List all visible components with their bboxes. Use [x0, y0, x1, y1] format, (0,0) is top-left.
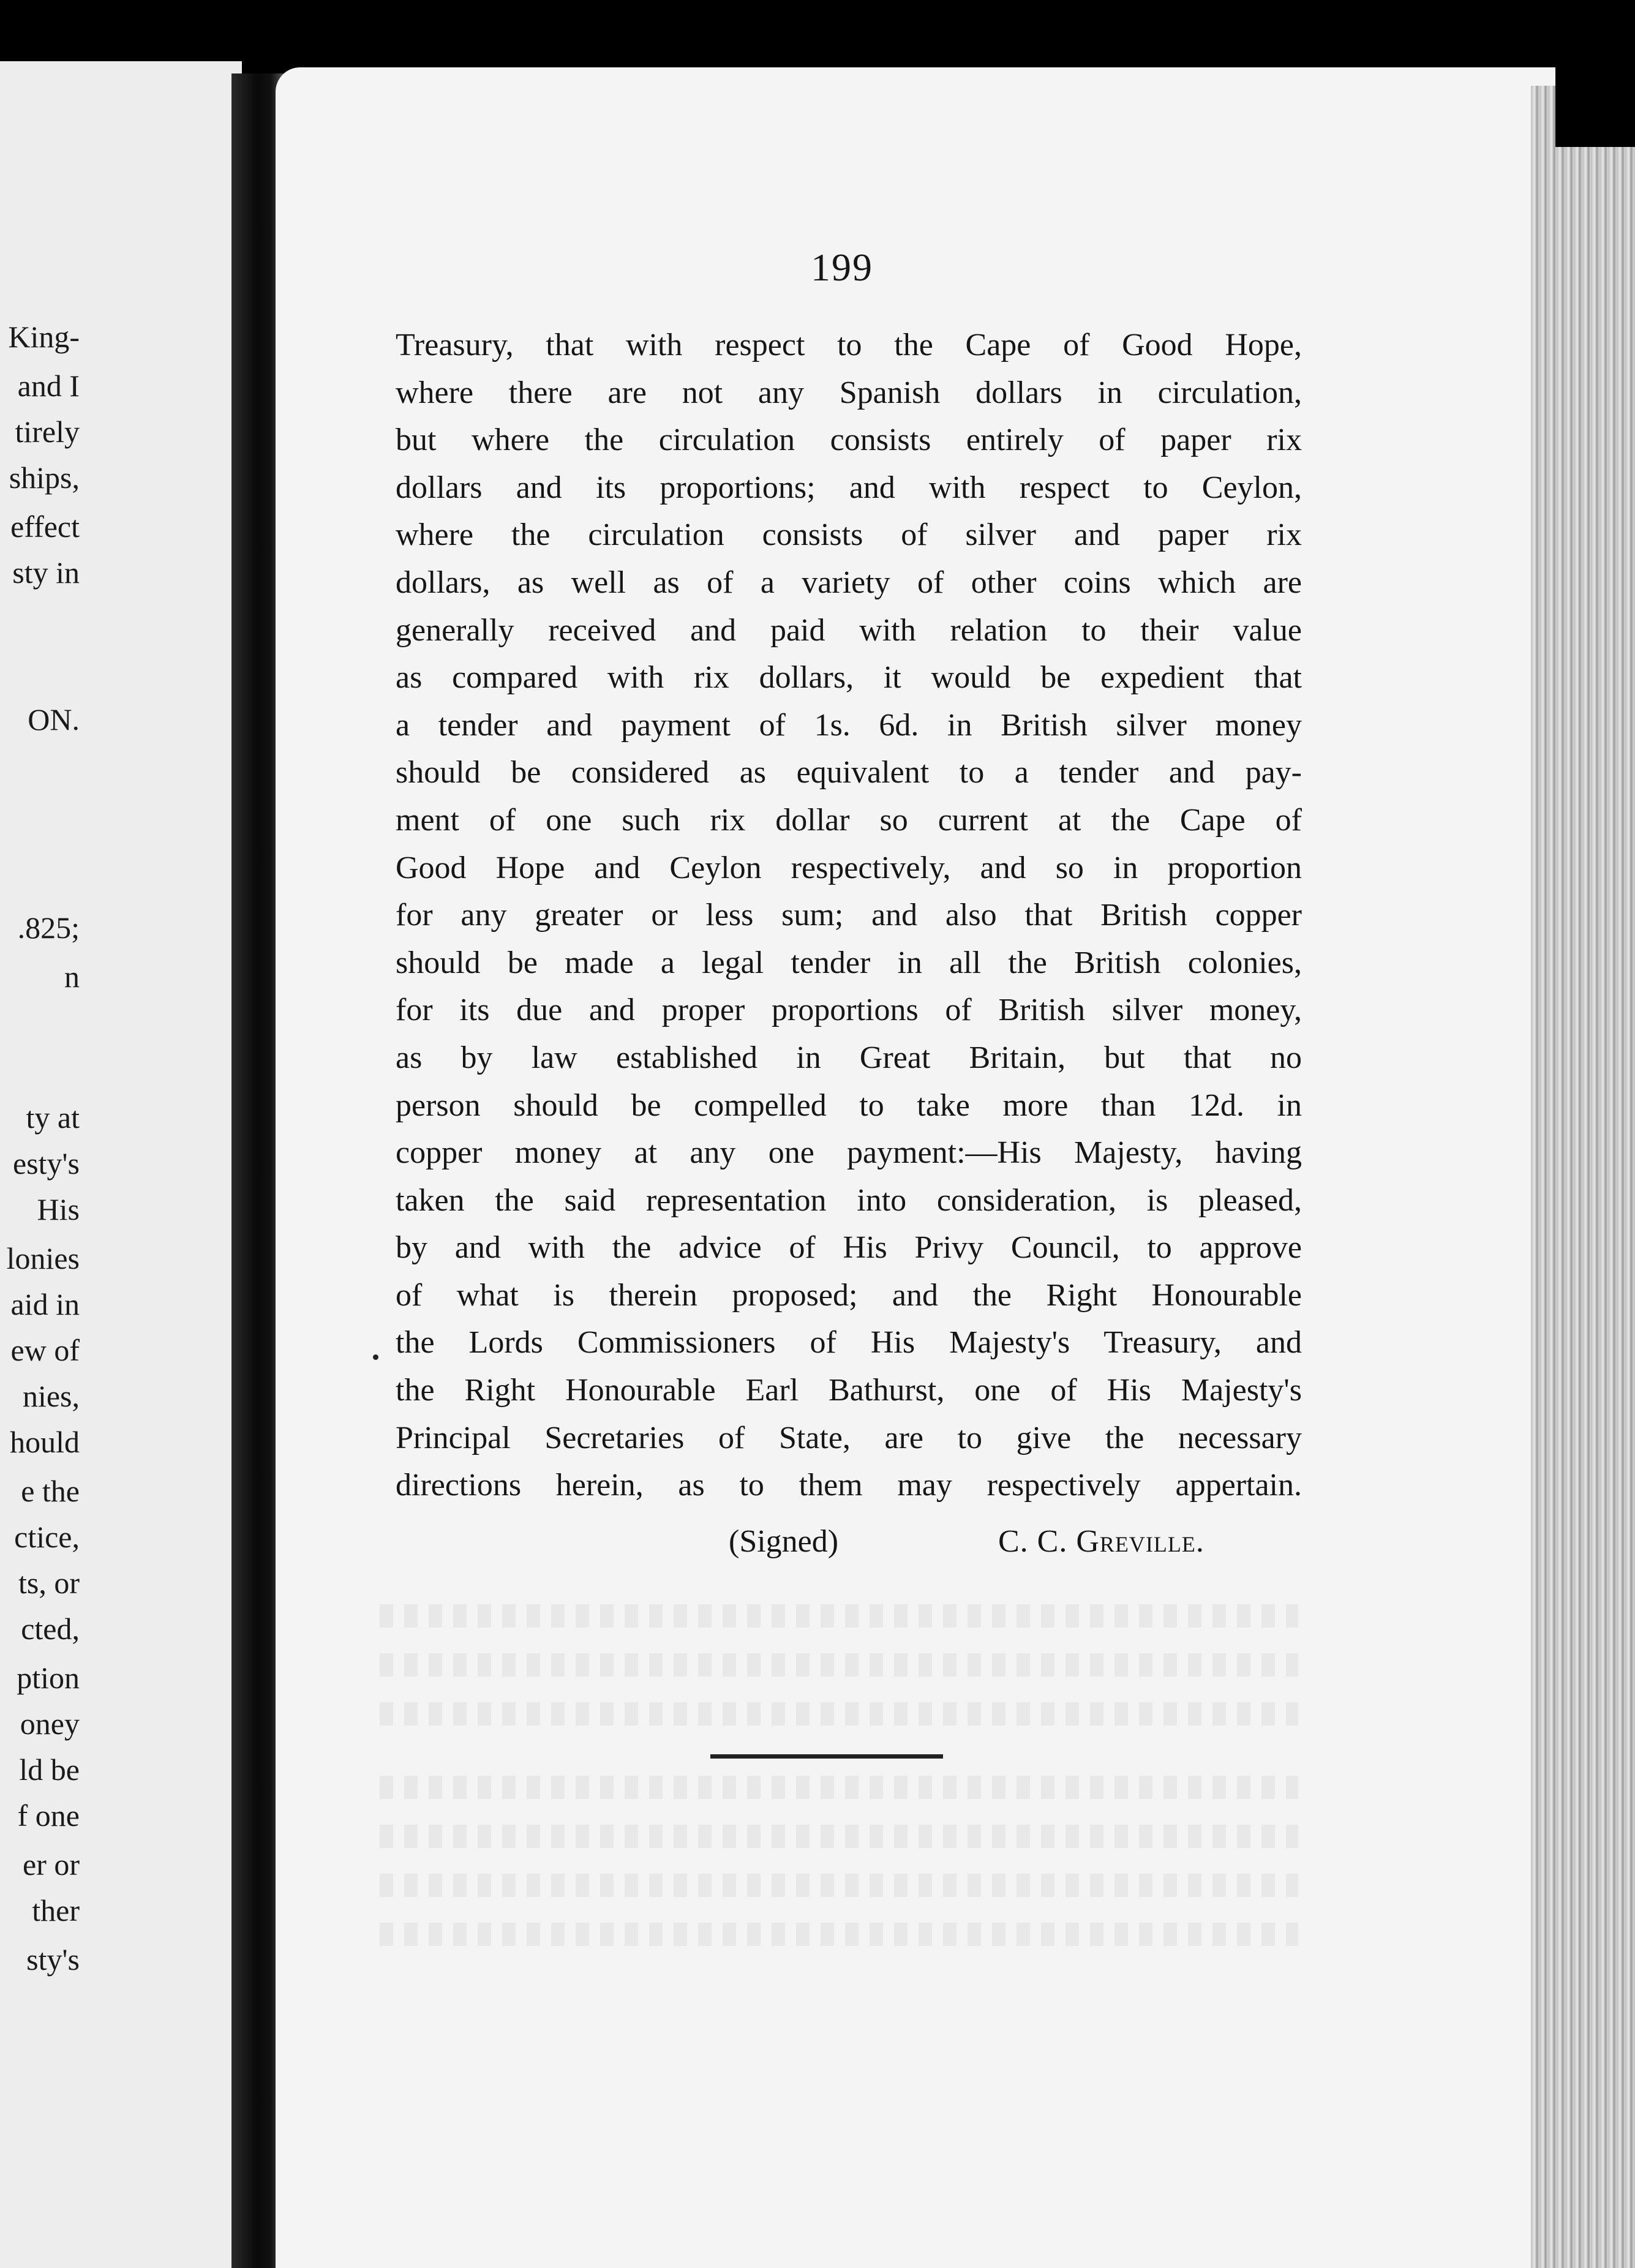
text-line: by and with the advice of His Privy Council, to approve	[396, 1230, 1302, 1266]
end-rule	[710, 1754, 943, 1759]
left-page-fragment: e the	[21, 1474, 80, 1508]
show-through-line	[380, 1776, 1298, 1799]
text-line: but where the circulation consists entirely of paper rix	[396, 422, 1302, 458]
left-page-fragment: ew of	[10, 1333, 80, 1367]
text-line: ment of one such rix dollar so current at the Cape of	[396, 802, 1302, 838]
signer-name: C. C. Greville.	[998, 1524, 1205, 1559]
text-line: dollars, as well as of a variety of other coins which are	[396, 565, 1302, 600]
text-line: the Lords Commissioners of His Majesty's Treasury, and	[396, 1325, 1302, 1361]
left-page-fragment: ld be	[19, 1752, 80, 1787]
left-page-fragment: ther	[32, 1893, 80, 1928]
left-page	[0, 61, 242, 2268]
show-through-line	[380, 1702, 1298, 1725]
text-line: directions herein, as to them may respectively appertain.	[396, 1468, 1302, 1503]
left-page-fragment: cted,	[21, 1612, 80, 1646]
text-line: where there are not any Spanish dollars in circulation,	[396, 375, 1302, 410]
text-line: Principal Secretaries of State, are to give the necessary	[396, 1420, 1302, 1455]
text-line: taken the said representation into consideration, is pleased,	[396, 1182, 1302, 1218]
show-through-line	[380, 1604, 1298, 1628]
text-line: Treasury, that with respect to the Cape of Good Hope,	[396, 328, 1302, 362]
left-page-fragment: ption	[17, 1661, 80, 1695]
text-line: generally received and paid with relation to their value	[396, 612, 1302, 648]
left-page-fragment: ships,	[9, 460, 80, 495]
left-page-fragment: ctice,	[14, 1520, 80, 1554]
left-page-fragment: lonies	[6, 1241, 80, 1275]
left-page-fragment: sty in	[12, 555, 80, 590]
text-line: should be considered as equivalent to a tender and pay-	[396, 755, 1302, 790]
left-page-fragment: n	[64, 959, 80, 994]
left-page-fragment: .825;	[17, 911, 80, 945]
left-page-fragment: sty's	[26, 1942, 80, 1977]
text-line: of what is therein proposed; and the Right Honourable	[396, 1277, 1302, 1313]
show-through-line	[380, 1874, 1298, 1897]
left-page-fragment: oney	[20, 1707, 80, 1741]
printer-mark	[373, 1354, 378, 1360]
text-line: where the circulation consists of silver and paper rix	[396, 517, 1302, 553]
left-page-fragment: and I	[17, 369, 80, 403]
text-line: for its due and proper proportions of British silver money,	[396, 993, 1302, 1028]
left-page-fragment: hould	[10, 1425, 80, 1459]
body-text	[396, 321, 1302, 1509]
text-line: should be made a legal tender in all the British colonies,	[396, 945, 1302, 980]
left-page-fragment: ON.	[28, 702, 80, 737]
text-line: the Right Honourable Earl Bathurst, one of His Majesty's	[396, 1373, 1302, 1408]
text-line: for any greater or less sum; and also that British copper	[396, 898, 1302, 933]
signature-block	[729, 1517, 1280, 1566]
text-line: dollars and its proportions; and with respect to Ceylon,	[396, 470, 1302, 505]
scanner-background-top	[0, 0, 1635, 73]
left-page-fragment: f one	[17, 1798, 80, 1833]
left-page-fragment: nies,	[22, 1379, 80, 1413]
left-page-fragment: aid in	[10, 1287, 80, 1321]
scanner-background-corner	[1555, 61, 1635, 147]
text-line: as compared with rix dollars, it would be expedient that	[396, 660, 1302, 696]
left-page-fragment: tirely	[15, 415, 80, 449]
signed-label: (Signed)	[729, 1524, 839, 1559]
page-edges	[1531, 86, 1635, 2268]
show-through-line	[380, 1653, 1298, 1677]
show-through-line	[380, 1923, 1298, 1946]
left-page-fragment: esty's	[12, 1146, 80, 1181]
text-line: as by law established in Great Britain, but that no	[396, 1040, 1302, 1075]
left-page-fragment: ty at	[26, 1100, 80, 1135]
text-line: person should be compelled to take more than 12d. in	[396, 1087, 1302, 1123]
left-page-fragment: His	[37, 1192, 80, 1226]
text-line: a tender and payment of 1s. 6d. in British silver money	[396, 707, 1302, 743]
left-page-fragment: King-	[8, 320, 80, 354]
show-through-line	[380, 1825, 1298, 1848]
left-page-fragment: effect	[10, 509, 80, 544]
text-line: copper money at any one payment:—His Majesty, having	[396, 1135, 1302, 1171]
text-line: Good Hope and Ceylon respectively, and so in proportion	[396, 850, 1302, 885]
left-page-fragment: er or	[23, 1847, 80, 1882]
left-page-fragment: ts, or	[18, 1566, 80, 1600]
page-number: 199	[811, 246, 873, 289]
